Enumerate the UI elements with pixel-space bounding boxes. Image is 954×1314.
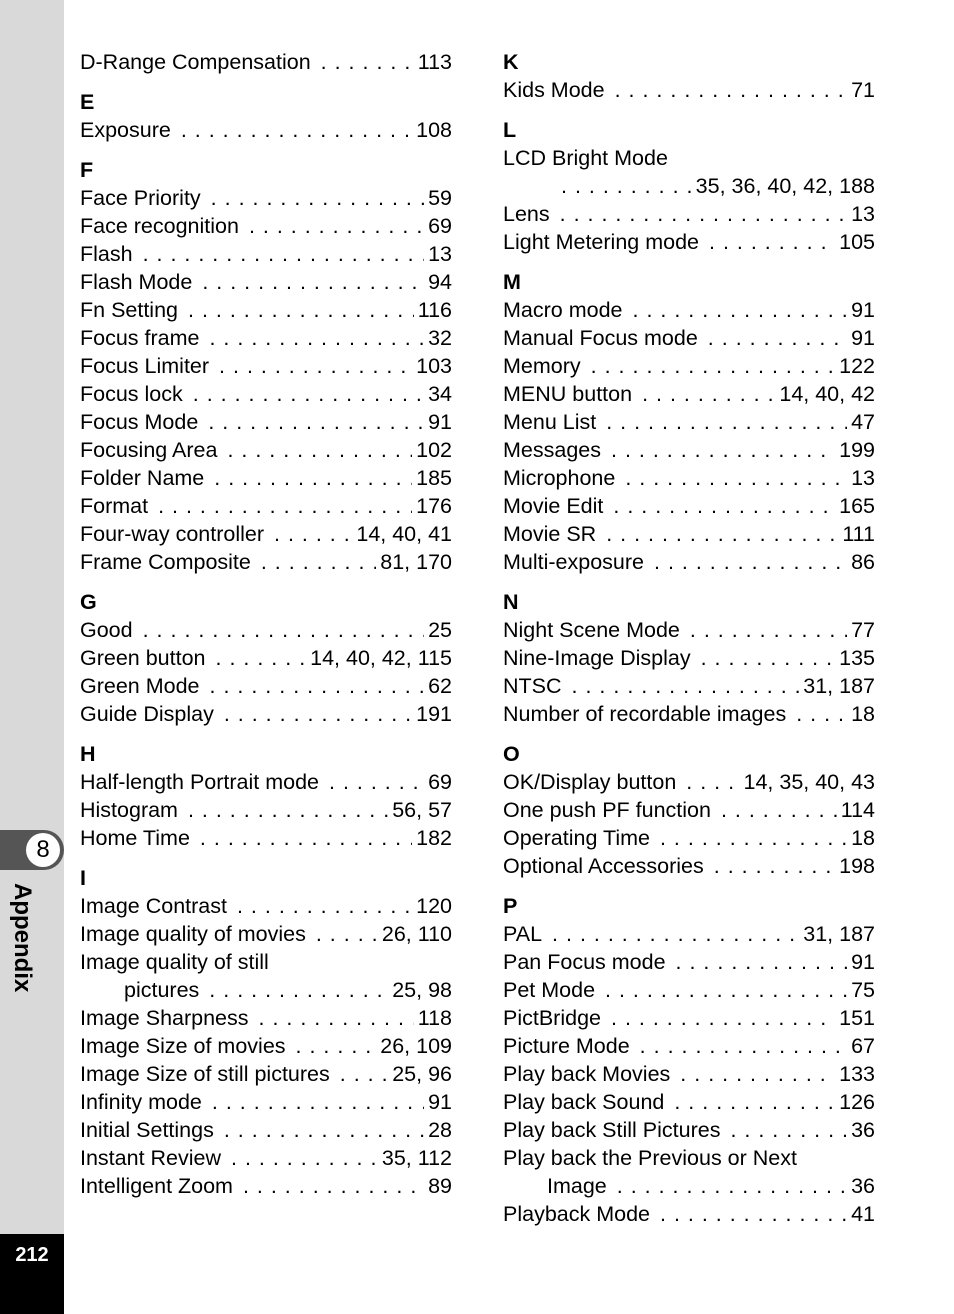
dot-leader	[214, 700, 412, 728]
index-page-ref: 13	[428, 242, 452, 266]
index-letter-heading: E	[80, 90, 95, 114]
index-term: Guide Display	[80, 702, 214, 726]
index-page-ref: 94	[428, 270, 452, 294]
index-page-ref: 176	[416, 494, 452, 518]
dot-leader	[670, 1060, 835, 1088]
index-term: Intelligent Zoom	[80, 1174, 233, 1198]
index-letter-heading: N	[503, 590, 519, 614]
index-entry	[80, 1116, 452, 1144]
index-entry	[503, 324, 875, 352]
dot-leader	[601, 1004, 835, 1032]
index-page-ref: 120	[416, 894, 452, 918]
index-page-ref: 36	[851, 1118, 875, 1142]
index-term: Movie Edit	[503, 494, 604, 518]
index-term: One push PF function	[503, 798, 711, 822]
dot-leader	[319, 768, 424, 796]
index-entry	[503, 548, 875, 576]
dot-leader	[664, 1088, 835, 1116]
index-term: Microphone	[503, 466, 616, 490]
dot-leader	[330, 1060, 388, 1088]
index-page-ref: 47	[851, 410, 875, 434]
dot-leader	[133, 616, 424, 644]
index-entry	[80, 352, 452, 380]
index-page-ref: 14, 40, 41	[356, 522, 452, 546]
index-letter-heading: M	[503, 270, 521, 294]
dot-leader	[311, 48, 414, 76]
index-entry	[503, 200, 875, 228]
index-entry	[80, 1172, 452, 1200]
dot-leader	[178, 796, 388, 824]
index-term: Focus Mode	[80, 410, 199, 434]
index-page-ref: 91	[851, 326, 875, 350]
index-page-ref: 34	[428, 382, 452, 406]
index-term: Instant Review	[80, 1146, 222, 1170]
index-entry	[80, 976, 452, 1004]
dot-leader	[199, 324, 424, 352]
index-term: D-Range Compensation	[80, 50, 311, 74]
index-term: Image Contrast	[80, 894, 227, 918]
dot-leader	[601, 436, 835, 464]
index-entry	[80, 920, 452, 948]
dot-leader	[239, 212, 424, 240]
index-entry	[503, 492, 875, 520]
index-term: Home Time	[80, 826, 190, 850]
index-column-right	[503, 48, 875, 1228]
index-page-ref: 67	[851, 1034, 875, 1058]
index-entry	[503, 920, 875, 948]
index-entry	[503, 1116, 875, 1144]
index-term: Fn Setting	[80, 298, 178, 322]
index-term: Play back Still Pictures	[503, 1118, 721, 1142]
index-term: Lens	[503, 202, 550, 226]
index-term: Infinity mode	[80, 1090, 202, 1114]
dot-leader	[680, 616, 847, 644]
dot-leader	[711, 796, 837, 824]
index-page-ref: 86	[851, 550, 875, 574]
dot-leader	[607, 1172, 847, 1200]
chapter-sidebar	[0, 0, 64, 1314]
index-page-ref: 103	[416, 354, 452, 378]
index-entry	[503, 1088, 875, 1116]
dot-leader	[562, 672, 800, 700]
index-page-ref: 165	[839, 494, 875, 518]
index-term: NTSC	[503, 674, 562, 698]
dot-leader	[698, 324, 847, 352]
index-term: Image Sharpness	[80, 1006, 249, 1030]
index-page-ref: 59	[428, 186, 452, 210]
index-entry	[503, 436, 875, 464]
index-page-ref: 56, 57	[392, 798, 452, 822]
index-letter-heading: L	[503, 118, 517, 142]
index-page-ref: 25, 98	[392, 978, 452, 1002]
index-term: Initial Settings	[80, 1118, 214, 1142]
index-term: Green button	[80, 646, 206, 670]
index-entry	[503, 1032, 875, 1060]
index-page-ref: 69	[428, 770, 452, 794]
dot-leader	[632, 380, 775, 408]
dot-leader	[249, 1004, 414, 1032]
dot-leader	[204, 464, 412, 492]
index-page-ref: 91	[428, 1090, 452, 1114]
dot-leader	[251, 548, 376, 576]
index-entry	[80, 824, 452, 852]
dot-leader	[596, 408, 847, 436]
index-page-ref: 105	[839, 230, 875, 254]
index-term: Focus lock	[80, 382, 183, 406]
index-letter-heading: O	[503, 742, 520, 766]
index-entry	[80, 1060, 452, 1088]
dot-leader	[561, 172, 692, 200]
index-letter-heading: H	[80, 742, 96, 766]
index-page-ref: 182	[416, 826, 452, 850]
dot-leader	[199, 976, 388, 1004]
index-column-left	[80, 48, 452, 1200]
index-term: Playback Mode	[503, 1202, 650, 1226]
dot-leader	[233, 1172, 424, 1200]
index-term: Flash Mode	[80, 270, 193, 294]
index-term: Menu List	[503, 410, 597, 434]
index-entry	[80, 520, 452, 548]
index-entry	[80, 1032, 452, 1060]
dot-leader	[183, 380, 424, 408]
index-page-ref: 89	[428, 1174, 452, 1198]
index-page-ref: 133	[839, 1062, 875, 1086]
index-entry	[80, 212, 452, 240]
index-term: Play back Sound	[503, 1090, 665, 1114]
index-page-ref: 77	[851, 618, 875, 642]
dot-leader	[221, 1144, 378, 1172]
index-page-ref: 13	[851, 466, 875, 490]
index-term: Manual Focus mode	[503, 326, 698, 350]
index-entry	[80, 672, 452, 700]
index-entry	[503, 1172, 875, 1200]
dot-leader	[178, 296, 414, 324]
index-entry	[80, 408, 452, 436]
dot-leader	[217, 436, 412, 464]
index-page-ref: 114	[840, 798, 875, 822]
index-entry	[80, 268, 452, 296]
dot-leader	[550, 200, 847, 228]
index-term: Four-way controller	[80, 522, 264, 546]
index-entry	[503, 520, 875, 548]
chapter-number: 8	[26, 833, 60, 867]
index-entry	[503, 796, 875, 824]
index-page-ref: 199	[839, 438, 875, 462]
index-page-ref: 191	[416, 702, 452, 726]
index-term: Focus frame	[80, 326, 200, 350]
index-term: OK/Display button	[503, 770, 677, 794]
index-page-ref: 185	[416, 466, 452, 490]
dot-leader	[699, 228, 835, 256]
index-term: PAL	[503, 922, 543, 946]
dot-leader	[603, 492, 835, 520]
index-term: PictBridge	[503, 1006, 601, 1030]
index-entry	[80, 1144, 452, 1172]
index-entry	[503, 296, 875, 324]
index-term: Number of recordable images	[503, 702, 787, 726]
index-term: Green Mode	[80, 674, 200, 698]
index-entry	[80, 240, 452, 268]
index-letter-heading: G	[80, 590, 97, 614]
index-term: Messages	[503, 438, 601, 462]
index-page-ref: 28	[428, 1118, 452, 1142]
index-letter-heading: F	[80, 158, 94, 182]
index-entry	[503, 1004, 875, 1032]
index-page-ref: 75	[851, 978, 875, 1002]
index-page-ref: 25, 96	[392, 1062, 452, 1086]
index-term: Format	[80, 494, 149, 518]
index-page-ref: 198	[839, 854, 875, 878]
index-page-ref: 13	[851, 202, 875, 226]
index-term: Night Scene Mode	[503, 618, 680, 642]
dot-leader	[704, 852, 835, 880]
index-entry	[80, 380, 452, 408]
index-entry	[80, 436, 452, 464]
index-page-ref: 91	[428, 410, 452, 434]
dot-leader	[595, 976, 847, 1004]
index-page-ref: 69	[428, 214, 452, 238]
index-entry	[80, 464, 452, 492]
index-term: Multi-exposure	[503, 550, 644, 574]
dot-leader	[171, 116, 412, 144]
index-page-ref: 151	[839, 1006, 875, 1030]
index-term: Flash	[80, 242, 133, 266]
index-term: Pan Focus mode	[503, 950, 666, 974]
dot-leader	[206, 644, 307, 672]
index-entry	[503, 976, 875, 1004]
index-term: Nine-Image Display	[503, 646, 691, 670]
index-entry	[503, 172, 875, 200]
dot-leader	[720, 1116, 847, 1144]
index-term: Image Size of movies	[80, 1034, 286, 1058]
index-term: Frame Composite	[80, 550, 251, 574]
index-term: Folder Name	[80, 466, 205, 490]
dot-leader	[148, 492, 412, 520]
index-letter-heading: P	[503, 894, 518, 918]
index-term: Pet Mode	[503, 978, 596, 1002]
index-entry	[503, 228, 875, 256]
index-entry	[503, 700, 875, 728]
index-page-ref: 14, 40, 42, 115	[310, 646, 452, 670]
index-letter-heading: K	[503, 50, 519, 74]
index-term: Play back Movies	[503, 1062, 671, 1086]
index-term: Face recognition	[80, 214, 239, 238]
index-term: Image quality of movies	[80, 922, 306, 946]
index-entry	[80, 492, 452, 520]
index-term: MENU button	[503, 382, 633, 406]
dot-leader	[542, 920, 799, 948]
index-entry	[80, 1004, 452, 1032]
index-entry	[503, 76, 875, 104]
dot-leader	[605, 76, 847, 104]
index-entry	[80, 1088, 452, 1116]
index-page-ref: 18	[851, 702, 875, 726]
index-entry	[80, 48, 452, 76]
index-page-ref: 26, 110	[381, 922, 452, 946]
dot-leader	[691, 644, 836, 672]
index-entry	[80, 768, 452, 796]
index-entry	[80, 116, 452, 144]
index-entry	[80, 616, 452, 644]
index-term: Macro mode	[503, 298, 623, 322]
dot-leader	[198, 408, 424, 436]
index-page-ref: 35, 112	[381, 1146, 452, 1170]
index-term: Focus Limiter	[80, 354, 210, 378]
index-entry	[80, 644, 452, 672]
index-term: Half-length Portrait mode	[80, 770, 319, 794]
index-page-ref: 18	[851, 826, 875, 850]
index-entry	[503, 1200, 875, 1228]
index-page-ref: 31, 187	[803, 674, 875, 698]
index-entry	[503, 768, 875, 796]
index-entry	[503, 464, 875, 492]
dot-leader	[644, 548, 847, 576]
index-term: Good	[80, 618, 133, 642]
index-entry	[80, 892, 452, 920]
index-letter-heading: I	[80, 866, 86, 890]
dot-leader	[650, 1200, 847, 1228]
index-entry	[503, 852, 875, 880]
index-term: Histogram	[80, 798, 178, 822]
index-page-ref: 41	[851, 1202, 875, 1226]
index-entry	[503, 616, 875, 644]
index-term: Picture Mode	[503, 1034, 630, 1058]
page-number: 212	[15, 1244, 49, 1266]
index-entry	[503, 672, 875, 700]
dot-leader	[676, 768, 739, 796]
index-term: Focusing Area	[80, 438, 218, 462]
index-page-ref: 122	[839, 354, 875, 378]
index-page-ref: 26, 109	[380, 1034, 452, 1058]
index-page-ref: 102	[416, 438, 452, 462]
dot-leader	[596, 520, 838, 548]
index-entry	[80, 700, 452, 728]
index-entry	[503, 352, 875, 380]
index-page-ref: 36	[851, 1174, 875, 1198]
index-entry	[80, 324, 452, 352]
index-term: Optional Accessories	[503, 854, 704, 878]
index-page-ref: 32	[428, 326, 452, 350]
index-term: Play back the Previous or Next	[503, 1146, 797, 1170]
dot-leader	[630, 1032, 847, 1060]
index-entry	[503, 408, 875, 436]
index-entry	[503, 948, 875, 976]
index-page-ref: 91	[851, 950, 875, 974]
index-entry	[503, 644, 875, 672]
index-term: Light Metering mode	[503, 230, 699, 254]
dot-leader	[623, 296, 848, 324]
index-page-ref: 111	[842, 522, 875, 546]
dot-leader	[192, 268, 424, 296]
dot-leader	[306, 920, 378, 948]
index-page-ref: 108	[416, 118, 452, 142]
dot-leader	[786, 700, 847, 728]
index-term: Image quality of still	[80, 950, 269, 974]
index-entry	[80, 296, 452, 324]
index-term: Image	[547, 1174, 607, 1198]
chapter-label: Appendix	[9, 883, 36, 993]
index-page-ref: 62	[428, 674, 452, 698]
index-page-ref: 126	[839, 1090, 875, 1114]
index-page-ref: 35, 36, 40, 42, 188	[695, 174, 875, 198]
index-entry	[503, 1060, 875, 1088]
index-entry	[80, 184, 452, 212]
index-page-ref: 71	[851, 78, 875, 102]
dot-leader	[650, 824, 847, 852]
index-term: Memory	[503, 354, 581, 378]
index-entry	[80, 548, 452, 576]
index-term: Movie SR	[503, 522, 597, 546]
index-page-ref: 14, 40, 42	[779, 382, 875, 406]
index-term: Exposure	[80, 118, 171, 142]
dot-leader	[264, 520, 352, 548]
index-page-ref: 113	[417, 50, 452, 74]
dot-leader	[227, 892, 412, 920]
index-term: Operating Time	[503, 826, 650, 850]
dot-leader	[200, 672, 425, 700]
index-term: pictures	[124, 978, 200, 1002]
index-entry	[503, 380, 875, 408]
dot-leader	[133, 240, 425, 268]
dot-leader	[286, 1032, 377, 1060]
index-entry	[503, 824, 875, 852]
index-page-ref: 81, 170	[380, 550, 452, 574]
index-term: Kids Mode	[503, 78, 605, 102]
index-page-ref: 118	[417, 1006, 452, 1030]
dot-leader	[190, 824, 412, 852]
index-page-ref: 91	[851, 298, 875, 322]
index-page-ref: 25	[428, 618, 452, 642]
index-term: LCD Bright Mode	[503, 146, 668, 170]
dot-leader	[214, 1116, 424, 1144]
dot-leader	[615, 464, 847, 492]
index-page-ref: 116	[417, 298, 452, 322]
dot-leader	[666, 948, 848, 976]
index-entry	[80, 796, 452, 824]
index-page-ref: 31, 187	[803, 922, 875, 946]
dot-leader	[202, 1088, 424, 1116]
index-term: Image Size of still pictures	[80, 1062, 330, 1086]
dot-leader	[201, 184, 424, 212]
index-term: Face Priority	[80, 186, 201, 210]
index-page-ref: 14, 35, 40, 43	[743, 770, 875, 794]
dot-leader	[581, 352, 835, 380]
dot-leader	[209, 352, 412, 380]
index-page-ref: 135	[839, 646, 875, 670]
